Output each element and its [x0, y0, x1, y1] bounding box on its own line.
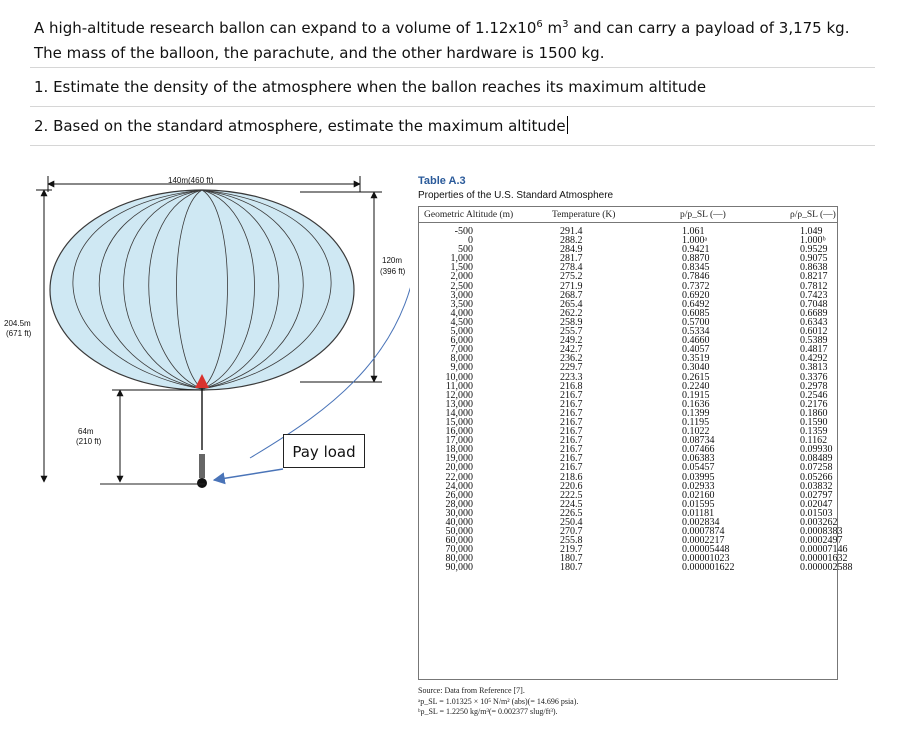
- table-cell: 249.2: [560, 335, 583, 347]
- balloon: [50, 190, 354, 390]
- table-cell: 288.2: [560, 235, 583, 247]
- table-cell: 2,500: [450, 280, 473, 292]
- table-cell: 270.7: [560, 526, 583, 538]
- balloon-height-label-ft: (396 ft): [380, 267, 406, 276]
- table-cell: 0.1860: [800, 407, 828, 419]
- table-cell: 180.7: [560, 562, 583, 574]
- table-cell: 14,000: [445, 407, 473, 419]
- table-cell: 30,000: [445, 507, 473, 519]
- table-cell: 1,500: [450, 262, 473, 274]
- table-title: Table A.3: [418, 175, 466, 187]
- table-cell: 0.7812: [800, 280, 828, 292]
- table-cell: 2,000: [450, 271, 473, 283]
- table-cell: 0.00005448: [682, 544, 730, 556]
- table-cell: 258.9: [560, 316, 583, 328]
- question-part-1: 1. Estimate the density of the atmosphere when the ballon reaches its maximum altitude: [34, 78, 707, 96]
- table-cell: 500: [458, 244, 473, 256]
- table-cell: 6,000: [450, 335, 473, 347]
- problem-intro: A high-altitude research ballon can expand to a volume of $1.12x10^6$ $m^3$ and can carry a payload of 3,175 kg. The mass of the balloon, the parachute, and the other hardware is 1500 kg.: [34, 19, 850, 62]
- table-cell: 0.9075: [800, 253, 828, 265]
- table-cell: 0.03995: [682, 471, 715, 483]
- table-cell: 0.7423: [800, 289, 828, 301]
- width-label: 140m(460 ft): [168, 176, 214, 185]
- table-cell: 226.5: [560, 507, 583, 519]
- table-cell: 0.05266: [800, 471, 833, 483]
- table-cell: 0.01595: [682, 498, 715, 510]
- table-cell: 0.05457: [682, 462, 715, 474]
- table-cell: 9,000: [450, 362, 473, 374]
- table-cell: 4,500: [450, 316, 473, 328]
- table-cell: 0.06383: [682, 453, 715, 465]
- table-cell: 0.07258: [800, 462, 833, 474]
- table-cell: 18,000: [445, 444, 473, 456]
- table-cell: 0.5334: [682, 326, 710, 338]
- table-cell: 16,000: [445, 426, 473, 438]
- table-cell: 0.000001622: [682, 562, 735, 574]
- table-cell: 0.003262: [800, 517, 838, 528]
- table-cell: 0.8638: [800, 262, 828, 274]
- table-cell: 90,000: [445, 562, 473, 574]
- table-cell: 265.4: [560, 298, 583, 310]
- header-density-ratio: ρ/ρ_SL (—): [790, 210, 836, 220]
- table-cell: 5,000: [450, 326, 473, 338]
- table-cell: 12,000: [445, 389, 473, 401]
- table-cell: 0.6492: [682, 298, 710, 310]
- table-cell: 0.4057: [682, 344, 710, 356]
- table-cell: 284.9: [560, 244, 583, 256]
- table-cell: 0.1162: [800, 435, 828, 447]
- table-cell: 10,000: [445, 371, 473, 383]
- table-header-rule: [418, 222, 838, 223]
- table-cell: 0.2176: [800, 398, 828, 410]
- table-cell: 20,000: [445, 462, 473, 474]
- payload-dot: [197, 478, 207, 488]
- table-cell: 0.00001023: [682, 553, 730, 565]
- table-cell: 0.1359: [800, 426, 828, 438]
- table-cell: 242.7: [560, 344, 583, 356]
- table-cell: 0.4292: [800, 353, 828, 365]
- table-cell: 0.6012: [800, 326, 828, 338]
- table-cell: 0.1590: [800, 416, 828, 428]
- table-cell: 0.00007146: [800, 544, 848, 556]
- density-ratio-column: [800, 227, 853, 573]
- table-cell: 0.0008383: [800, 526, 843, 538]
- table-cell: 0.08734: [682, 435, 715, 447]
- table-cell: 80,000: [445, 553, 473, 565]
- table-cell: 0.000002588: [800, 562, 853, 574]
- table-cell: 0.00001632: [800, 553, 848, 565]
- table-cell: 216.7: [560, 398, 583, 410]
- divider: [30, 67, 875, 68]
- table-cell: 180.7: [560, 553, 583, 565]
- header-altitude: Geometric Altitude (m): [424, 210, 514, 220]
- table-cell: 229.7: [560, 362, 583, 374]
- payload-label: Pay load: [283, 434, 365, 468]
- table-cell: 0.5389: [800, 335, 828, 347]
- table-subtitle: Properties of the U.S. Standard Atmosphere: [418, 190, 614, 201]
- table-cell: 0.1022: [682, 426, 710, 438]
- table-cell: 1,000: [450, 253, 473, 265]
- altitude-column: [425, 227, 473, 573]
- table-cell: 250.4: [560, 517, 583, 528]
- table-cell: 40,000: [445, 517, 473, 528]
- table-cell: 0.3040: [682, 362, 710, 374]
- text-cursor: [567, 116, 568, 134]
- table-source: Source: Data from Reference [7].: [418, 686, 525, 695]
- table-cell: 17,000: [445, 435, 473, 447]
- table-cell: 262.2: [560, 307, 583, 319]
- table-cell: 268.7: [560, 289, 583, 301]
- table-cell: 8,000: [450, 353, 473, 365]
- table-cell: 216.7: [560, 435, 583, 447]
- table-cell: 291.4: [560, 226, 583, 237]
- table-cell: 216.7: [560, 426, 583, 438]
- table-cell: 0.01503: [800, 507, 833, 519]
- table-cell: 224.5: [560, 498, 583, 510]
- table-cell: 19,000: [445, 453, 473, 465]
- footnote-density: ᵇρ_SL = 1.2250 kg/m³(= 0.002377 slug/ft³).: [418, 707, 558, 716]
- table-cell: 0.2546: [800, 389, 828, 401]
- table-frame: [418, 206, 838, 680]
- table-cell: 216.8: [560, 380, 583, 392]
- table-cell: 236.2: [560, 353, 583, 365]
- table-cell: 0.6085: [682, 307, 710, 319]
- table-cell: 22,000: [445, 471, 473, 483]
- table-cell: 50,000: [445, 526, 473, 538]
- table-cell: 0.6689: [800, 307, 828, 319]
- table-cell: 0.02797: [800, 489, 833, 501]
- divider: [30, 145, 875, 146]
- table-cell: 0.8870: [682, 253, 710, 265]
- footnote-pressure: ᵃp_SL = 1.01325 × 10⁵ N/m² (abs)(= 14.696 psia).: [418, 697, 579, 706]
- total-height-label-ft: (671 ft): [6, 329, 32, 338]
- table-cell: 219.7: [560, 544, 583, 556]
- table-cell: 15,000: [445, 416, 473, 428]
- table-cell: 271.9: [560, 280, 583, 292]
- table-cell: 1.000ᵃ: [682, 235, 708, 247]
- table-cell: 0.2615: [682, 371, 710, 383]
- line-length-label-ft: (210 ft): [76, 437, 102, 446]
- table-cell: 0.08489: [800, 453, 833, 465]
- table-cell: 0.8217: [800, 271, 828, 283]
- table-cell: 0.02933: [682, 480, 715, 492]
- table-cell: 216.7: [560, 416, 583, 428]
- table-cell: 222.5: [560, 489, 583, 501]
- table-cell: 0.02047: [800, 498, 833, 510]
- table-cell: 0.02160: [682, 489, 715, 501]
- table-cell: 70,000: [445, 544, 473, 556]
- table-cell: 0.1636: [682, 398, 710, 410]
- table-cell: 0.1915: [682, 389, 710, 401]
- table-cell: 223.3: [560, 371, 583, 383]
- table-cell: 1.061: [682, 226, 705, 237]
- table-cell: 0.0007874: [682, 526, 725, 538]
- line-length-label: 64m: [78, 427, 94, 436]
- table-cell: 28,000: [445, 498, 473, 510]
- table-cell: 255.8: [560, 535, 583, 547]
- table-cell: 7,000: [450, 344, 473, 356]
- table-cell: 216.7: [560, 453, 583, 465]
- table-cell: 0.03832: [800, 480, 833, 492]
- table-cell: 216.7: [560, 407, 583, 419]
- table-cell: -500: [454, 226, 473, 237]
- table-cell: 0.07466: [682, 444, 715, 456]
- table-cell: 255.7: [560, 326, 583, 338]
- table-cell: 3,500: [450, 298, 473, 310]
- table-cell: 216.7: [560, 444, 583, 456]
- table-cell: 4,000: [450, 307, 473, 319]
- table-cell: 24,000: [445, 480, 473, 492]
- table-cell: 0.2240: [682, 380, 710, 392]
- table-cell: 0.01181: [682, 507, 715, 519]
- table-cell: 0.7372: [682, 280, 710, 292]
- table-cell: 3,000: [450, 289, 473, 301]
- table-cell: 0.1195: [682, 416, 710, 428]
- table-cell: 0.3519: [682, 353, 710, 365]
- table-cell: 281.7: [560, 253, 583, 265]
- table-cell: 26,000: [445, 489, 473, 501]
- table-cell: 275.2: [560, 271, 583, 283]
- table-cell: 0.9529: [800, 244, 828, 256]
- table-cell: 0.1399: [682, 407, 710, 419]
- table-cell: 0.002834: [682, 517, 720, 528]
- divider: [30, 106, 875, 107]
- table-cell: 0.7048: [800, 298, 828, 310]
- question-part-2[interactable]: 2. Based on the standard atmosphere, estimate the maximum altitude: [34, 117, 566, 135]
- table-cell: 0.2978: [800, 380, 828, 392]
- total-height-label: 204.5m: [4, 319, 31, 328]
- table-cell: 0.9421: [682, 244, 710, 256]
- table-cell: 0.0002217: [682, 535, 725, 547]
- table-cell: 0.0002497: [800, 535, 843, 547]
- table-cell: 0.3376: [800, 371, 828, 383]
- table-cell: 0.7846: [682, 271, 710, 283]
- payload-arrow: [214, 469, 283, 480]
- table-cell: 60,000: [445, 535, 473, 547]
- table-cell: 0.4660: [682, 335, 710, 347]
- header-temperature: Temperature (K): [552, 210, 616, 220]
- table-cell: 278.4: [560, 262, 583, 274]
- header-pressure-ratio: p/p_SL (—): [680, 210, 726, 220]
- table-cell: 1.000ᵇ: [800, 235, 826, 247]
- table-cell: 0.09930: [800, 444, 833, 456]
- table-cell: 218.6: [560, 471, 583, 483]
- table-cell: 0: [468, 235, 473, 247]
- table-cell: 0.6343: [800, 316, 828, 328]
- table-cell: 220.6: [560, 480, 583, 492]
- table-cell: 11,000: [445, 380, 473, 392]
- table-cell: 0.4817: [800, 344, 828, 356]
- table-cell: 1.049: [800, 226, 823, 237]
- table-cell: 0.6920: [682, 289, 710, 301]
- parachute-pack: [199, 454, 205, 478]
- table-cell: 13,000: [445, 398, 473, 410]
- pressure-ratio-column: [682, 227, 735, 573]
- table-cell: 216.7: [560, 462, 583, 474]
- table-cell: 0.5700: [682, 316, 710, 328]
- table-cell: 216.7: [560, 389, 583, 401]
- table-cell: 0.3813: [800, 362, 828, 374]
- temperature-column: [560, 227, 583, 573]
- balloon-height-label: 120m: [382, 256, 403, 265]
- table-cell: 0.8345: [682, 262, 710, 274]
